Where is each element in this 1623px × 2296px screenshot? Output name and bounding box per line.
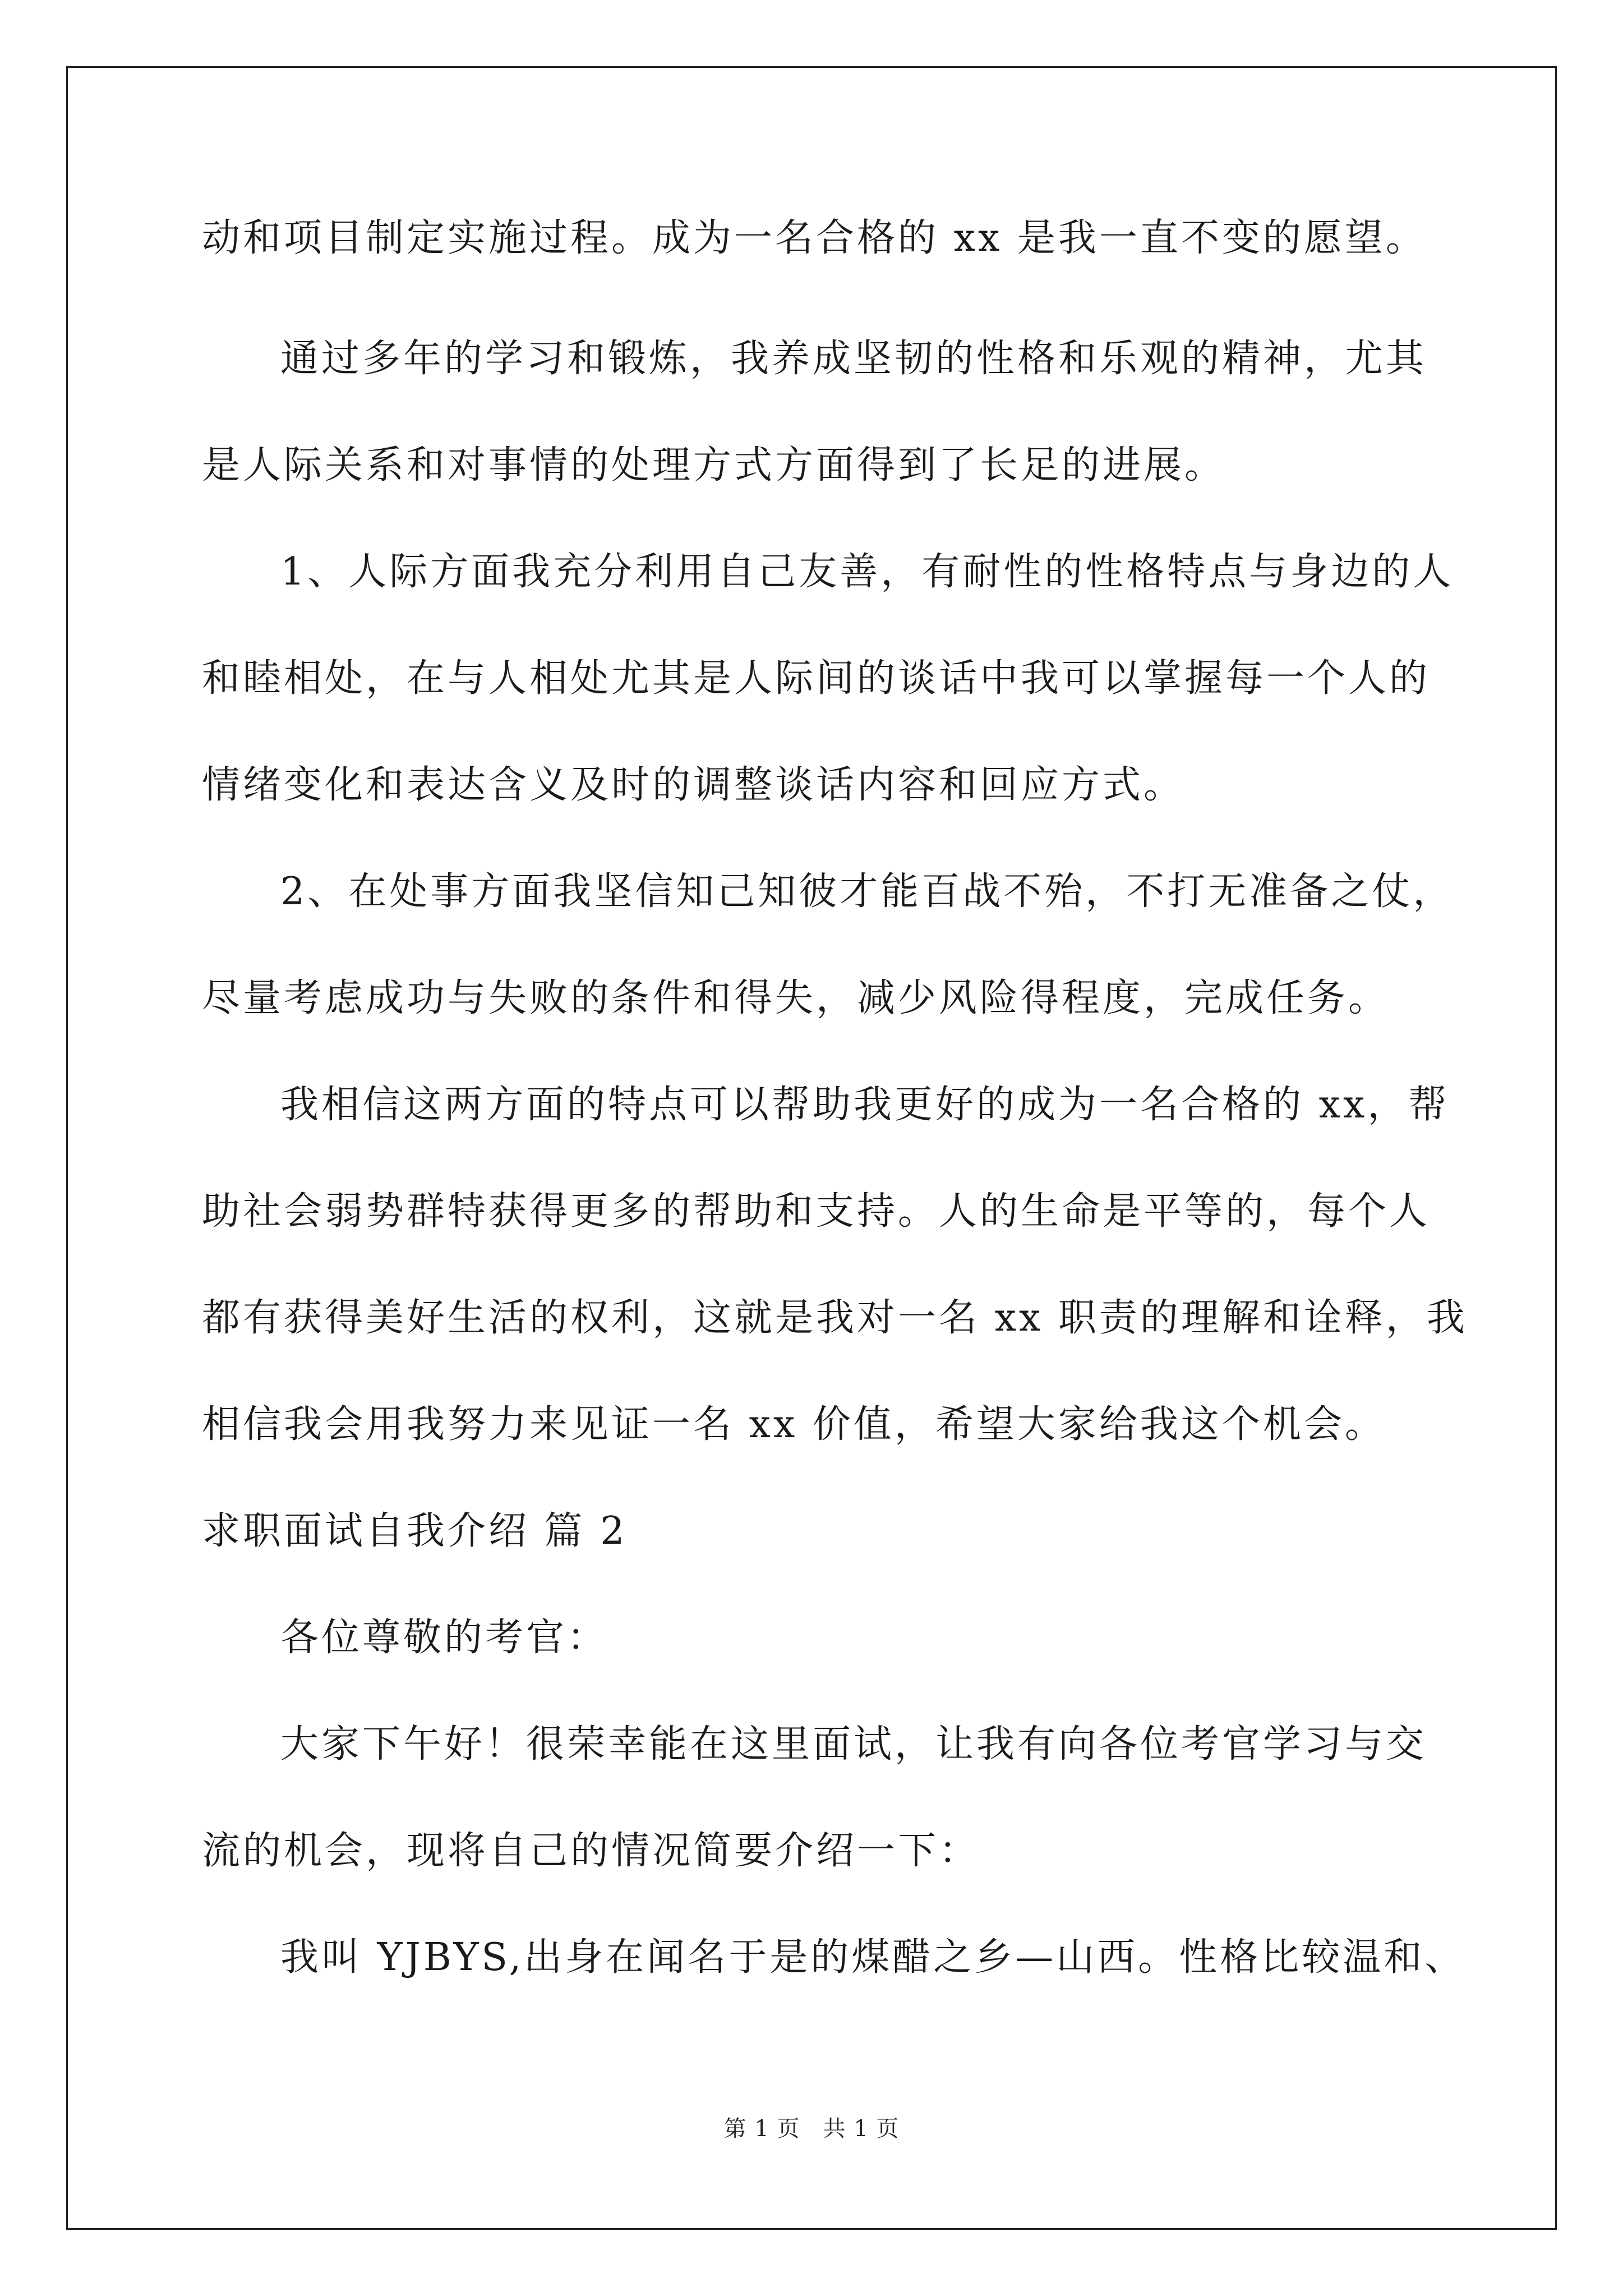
body-line: 都有获得美好生活的权利，这就是我对一名 xx 职责的理解和诠释，我 bbox=[202, 1296, 1468, 1340]
body-line: 是人际关系和对事情的处理方式方面得到了长足的进展。 bbox=[202, 443, 1226, 487]
paragraph-start-line: 我叫 YJBYS,出身在闻名于是的煤醋之乡—山西。性格比较温和、 bbox=[280, 1935, 1466, 1980]
paragraph-start-line: 1、人际方面我充分利用自己友善，有耐性的性格特点与身边的人 bbox=[280, 550, 1454, 594]
body-line: 尽量考虑成功与失败的条件和得失，减少风险得程度，完成任务。 bbox=[202, 976, 1390, 1020]
section-heading: 求职面试自我介绍 篇 2 bbox=[202, 1509, 628, 1553]
body-line: 助社会弱势群特获得更多的帮助和支持。人的生命是平等的，每个人 bbox=[202, 1189, 1431, 1234]
paragraph-start-line: 大家下午好！很荣幸能在这里面试，让我有向各位考官学习与交 bbox=[280, 1722, 1427, 1766]
body-line: 流的机会，现将自己的情况简要介绍一下： bbox=[202, 1829, 980, 1873]
body-line: 动和项目制定实施过程。成为一名合格的 xx 是我一直不变的愿望。 bbox=[202, 216, 1427, 260]
paragraph-start-line: 2、在处事方面我坚信知己知彼才能百战不殆，不打无准备之仗， bbox=[280, 869, 1454, 914]
page-border bbox=[66, 66, 1557, 2230]
page-number-footer: 第 1 页 共 1 页 bbox=[723, 2116, 900, 2142]
body-line: 相信我会用我努力来见证一名 xx 价值，希望大家给我这个机会。 bbox=[202, 1402, 1386, 1447]
body-line: 情绪变化和表达含义及时的调整谈话内容和回应方式。 bbox=[202, 763, 1185, 807]
paragraph-start-line: 通过多年的学习和锻炼，我养成坚韧的性格和乐观的精神，尤其 bbox=[280, 337, 1427, 381]
salutation-line: 各位尊敬的考官： bbox=[280, 1616, 608, 1660]
paragraph-start-line: 我相信这两方面的特点可以帮助我更好的成为一名合格的 xx，帮 bbox=[280, 1083, 1450, 1127]
body-line: 和睦相处，在与人相处尤其是人际间的谈话中我可以掌握每一个人的 bbox=[202, 656, 1431, 701]
